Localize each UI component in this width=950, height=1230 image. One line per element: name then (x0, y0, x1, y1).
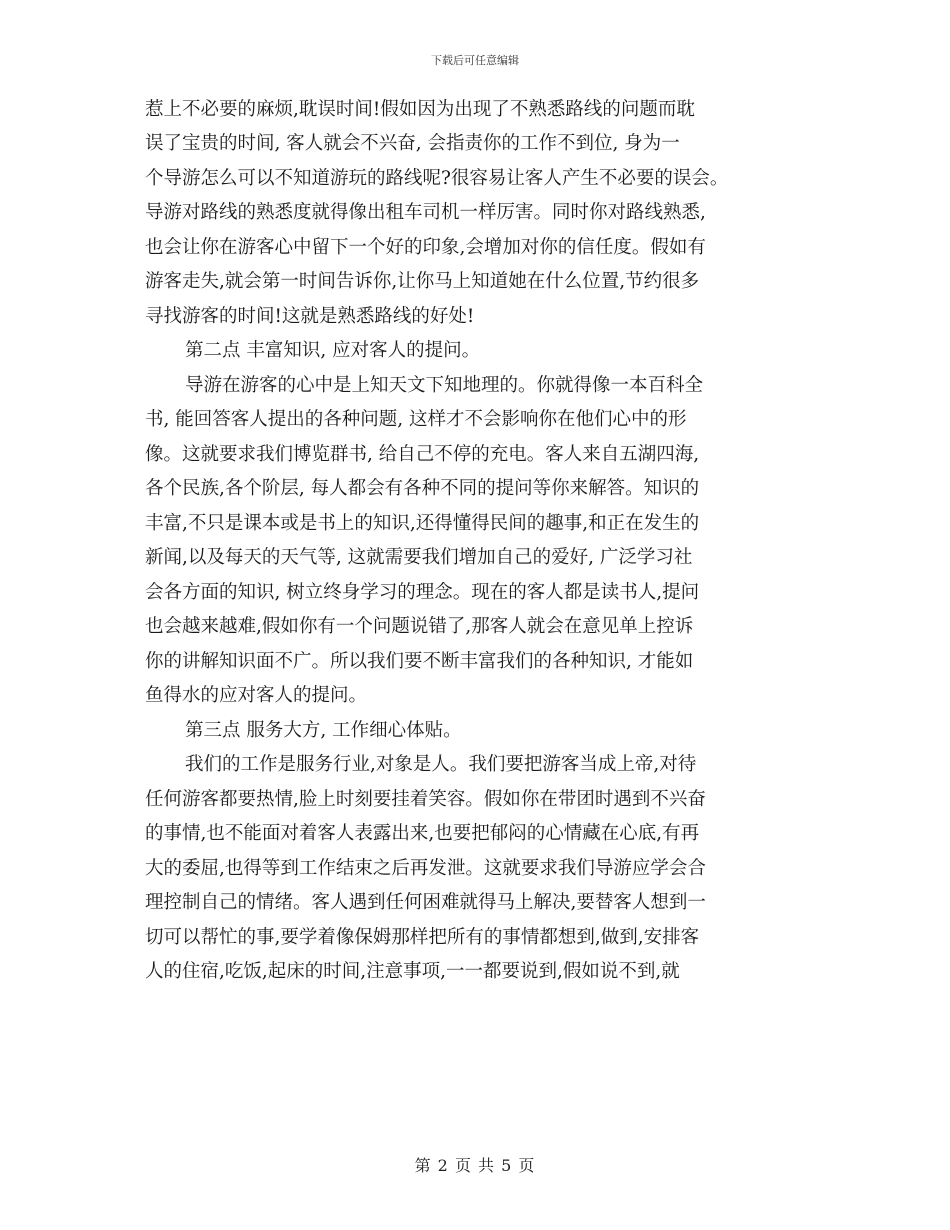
text-line: 任何游客都要热情,脸上时刻要挂着笑容。假如你在带团时遇到不兴奋 (145, 789, 706, 810)
text-line: 人的住宿,吃饭,起床的时间,注意事项,一一都要说到,假如说不到,就 (145, 961, 680, 982)
text-line: 也会越来越难,假如你有一个问题说错了,那客人就会在意见单上控诉 (145, 616, 694, 637)
text-line: 误了宝贵的时间, 客人就会不兴奋, 会指责你的工作不到位, 身为一 (145, 133, 680, 154)
text-line: 的事情,也不能面对着客人表露出来,也要把郁闷的心情藏在心底,有再 (145, 823, 700, 844)
text-line: 鱼得水的应对客人的提问。 (145, 685, 368, 706)
text-line: 像。这就要求我们博览群书, 给自己不停的充电。客人来自五湖四海, (145, 444, 700, 465)
text-line: 新闻,以及每天的天气等, 这就需要我们增加自己的爱好, 广泛学习社 (145, 547, 693, 568)
text-line: 大的委屈,也得等到工作结束之后再发泄。这就要求我们导游应学会合 (145, 858, 706, 879)
text-line: 寻找游客的时间!这就是熟悉路线的好处! (145, 306, 475, 327)
text-line: 书, 能回答客人提出的各种问题, 这样才不会影响你在他们心中的形 (145, 409, 687, 430)
text-line: 你的讲解知识面不广。所以我们要不断丰富我们的各种知识, 才能如 (145, 651, 694, 672)
text-line: 切可以帮忙的事,要学着像保姆那样把所有的事情都想到,做到,安排客 (145, 927, 700, 948)
text-line: 导游对路线的熟悉度就得像出租车司机一样厉害。同时你对路线熟悉, (145, 202, 706, 223)
text-line: 各个民族,各个阶层, 每人都会有各种不同的提问等你来解答。知识的 (145, 478, 700, 499)
text-line: 导游在游客的心中是上知天文下知地理的。你就得像一本百科全 (185, 375, 704, 396)
text-line: 我们的工作是服务行业,对象是人。我们要把游客当成上帝,对待 (185, 754, 697, 775)
page-header: 下载后可任意编辑 (431, 54, 519, 67)
text-line: 惹上不必要的麻烦,耽误时间!假如因为出现了不熟悉路线的问题而耽 (145, 99, 695, 120)
text-line: 游客走失,就会第一时间告诉你,让你马上知道她在什么位置,节约很多 (145, 271, 700, 292)
section-heading: 第二点 丰富知识, 应对客人的提问。 (185, 340, 481, 361)
page-number: 第 2 页 共 5 页 (414, 1156, 536, 1175)
text-line: 也会让你在游客心中留下一个好的印象,会增加对你的信任度。假如有 (145, 237, 706, 258)
text-line: 丰富,不只是课本或是书上的知识,还得懂得民间的趣事,和正在发生的 (145, 513, 700, 534)
text-line: 个导游怎么可以不知道游玩的路线呢?很容易让客人产生不必要的误会。 (145, 168, 729, 189)
text-line: 理控制自己的情绪。客人遇到任何困难就得马上解决,要替客人想到一 (145, 892, 706, 913)
section-heading: 第三点 服务大方, 工作细心体贴。 (185, 720, 462, 741)
text-line: 会各方面的知识, 树立终身学习的理念。现在的客人都是读书人,提问 (145, 582, 700, 603)
